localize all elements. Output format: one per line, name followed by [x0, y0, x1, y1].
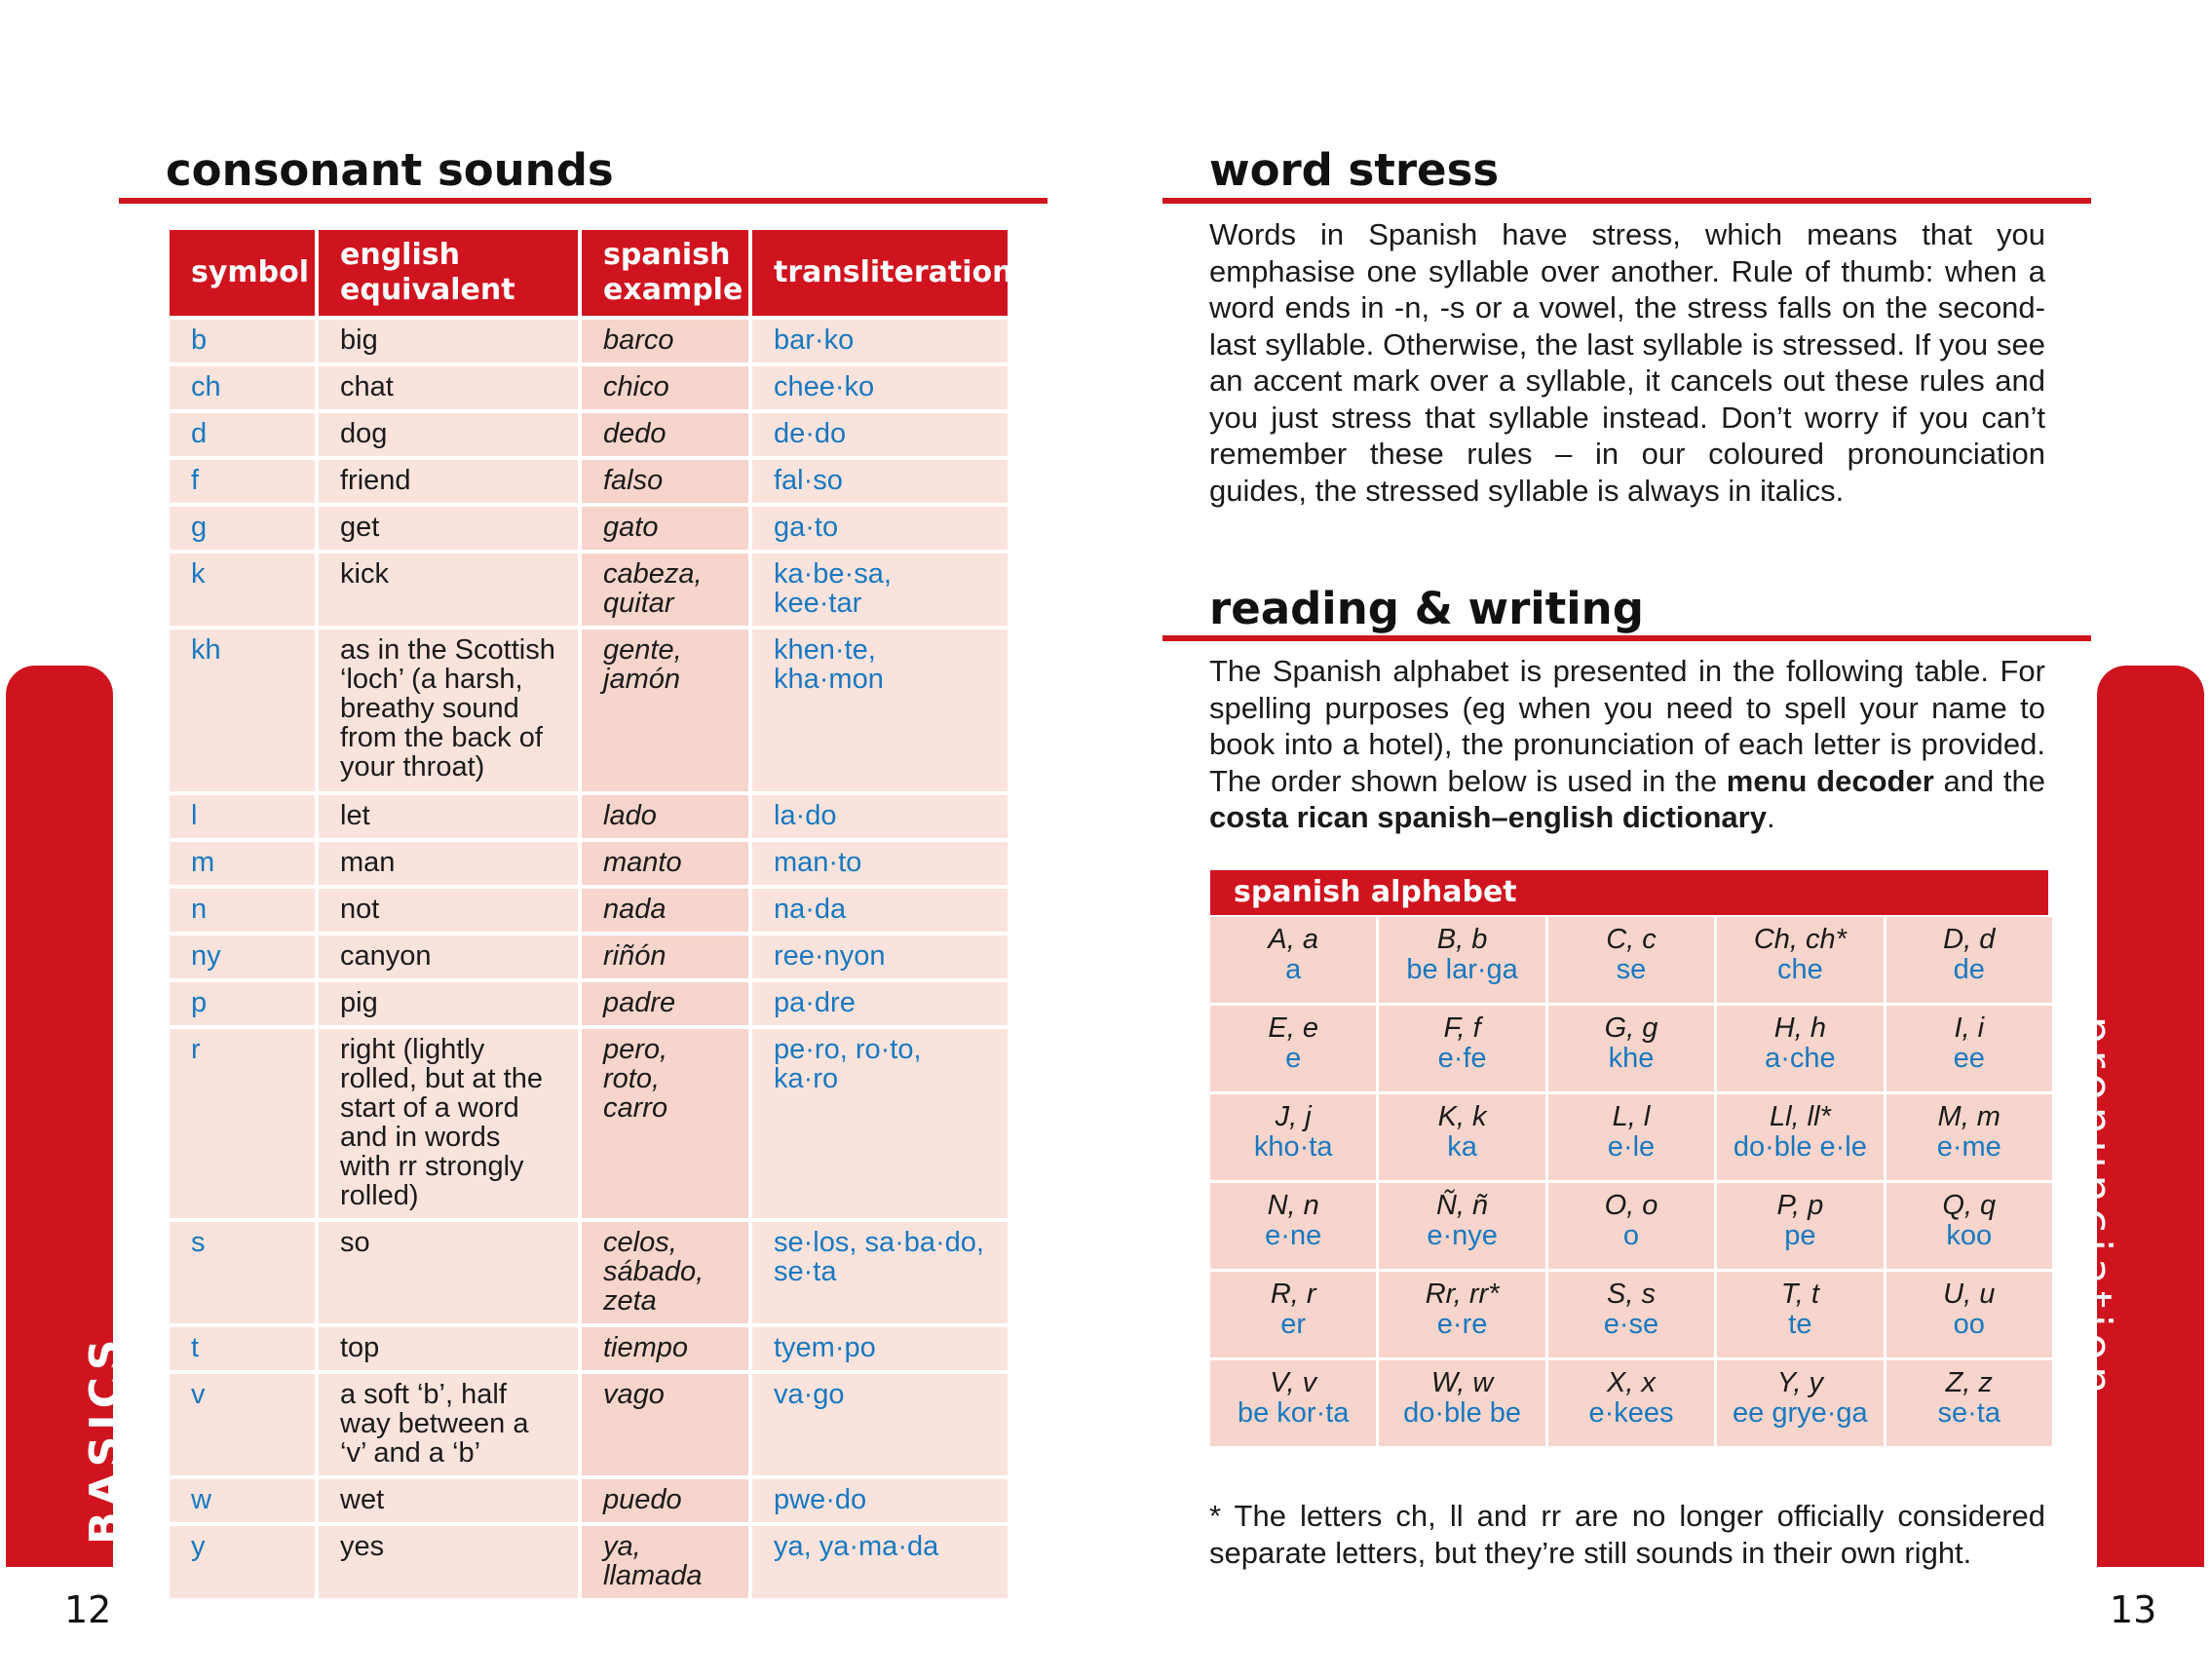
cell-symbol: p	[170, 982, 315, 1025]
cell-translit: ga·to	[752, 507, 1008, 550]
alphabet-pronunciation: che	[1776, 954, 1823, 985]
alphabet-cell	[1717, 1360, 1883, 1446]
alphabet-pronunciation: do·ble be	[1403, 1397, 1522, 1429]
alphabet-letter: C, c	[1606, 924, 1657, 955]
alphabet-letter: W, w	[1430, 1367, 1494, 1398]
cell-spanish: chico	[582, 366, 748, 409]
alphabet-letter: Q, q	[1942, 1190, 1997, 1221]
alphabet-pronunciation: ee grye·ga	[1733, 1397, 1868, 1429]
cell-symbol: ch	[170, 366, 315, 409]
alphabet-grid	[1210, 917, 2050, 1446]
cell-english: chat	[319, 366, 578, 409]
alphabet-pronunciation: e·ne	[1265, 1220, 1322, 1251]
table-row	[170, 1222, 1008, 1323]
alphabet-footnote: * The letters ch, ll and rr are no longer officially considered separate letters, but they’re still sounds in their own right.	[1209, 1499, 2045, 1570]
cell-translit: se·los, sa·ba·do, se·ta	[752, 1222, 1008, 1323]
table-row	[170, 507, 1008, 550]
alphabet-cell	[1548, 1360, 1714, 1446]
table-row	[170, 982, 1008, 1025]
cell-spanish: vago	[582, 1374, 748, 1475]
alphabet-letter: K, k	[1437, 1101, 1487, 1132]
alphabet-pronunciation: e·se	[1603, 1309, 1659, 1340]
alphabet-pronunciation: se·ta	[1937, 1397, 2000, 1429]
cell-symbol: v	[170, 1374, 315, 1475]
alphabet-pronunciation: te	[1788, 1309, 1812, 1340]
cell-spanish: manto	[582, 842, 748, 885]
cell-symbol: f	[170, 460, 315, 503]
table-row	[170, 630, 1008, 791]
cell-spanish: cabeza, quitar	[582, 554, 748, 626]
cell-translit: bar·ko	[752, 320, 1008, 363]
alphabet-pronunciation: be lar·ga	[1406, 954, 1518, 985]
heading-rule	[1162, 198, 2091, 204]
consonant-table	[166, 226, 1011, 1602]
cell-symbol: g	[170, 507, 315, 550]
page-number-right: 13	[2110, 1588, 2157, 1631]
cell-english: wet	[319, 1479, 578, 1522]
alphabet-cell	[1210, 1094, 1376, 1180]
menu-decoder-ref: menu decoder	[1726, 763, 1934, 798]
cell-translit: chee·ko	[752, 366, 1008, 409]
cell-english: a soft ‘b’, half way between a ‘v’ and a ‘b’	[319, 1374, 578, 1475]
cell-symbol: b	[170, 320, 315, 363]
alphabet-pronunciation: pe	[1784, 1220, 1816, 1251]
heading-rule	[119, 198, 1048, 204]
page-number-left: 12	[64, 1588, 112, 1631]
alphabet-cell	[1717, 1094, 1883, 1180]
paragraph-text: and the	[1933, 763, 2045, 798]
alphabet-letter: Ch, ch*	[1753, 924, 1847, 955]
alphabet-letter: F, f	[1443, 1012, 1481, 1044]
alphabet-cell	[1886, 1272, 2052, 1357]
table-row	[170, 842, 1008, 885]
cell-translit: ya, ya·ma·da	[752, 1526, 1008, 1598]
table-row	[170, 320, 1008, 363]
word-stress-heading: word stress	[1209, 144, 1500, 196]
cell-translit: man·to	[752, 842, 1008, 885]
alphabet-pronunciation: e·fe	[1437, 1043, 1487, 1074]
alphabet-cell	[1717, 1006, 1883, 1091]
cell-translit: la·do	[752, 795, 1008, 838]
pronunciation-tab-label: pronunciation	[2071, 1015, 2120, 1401]
cell-symbol: t	[170, 1327, 315, 1370]
alphabet-letter: S, s	[1606, 1279, 1656, 1310]
alphabet-pronunciation: oo	[1953, 1309, 1985, 1340]
cell-symbol: k	[170, 554, 315, 626]
alphabet-pronunciation: e·nye	[1427, 1220, 1498, 1251]
alphabet-pronunciation: a	[1285, 954, 1302, 985]
cell-english: pig	[319, 982, 578, 1025]
table-row	[170, 413, 1008, 456]
alphabet-pronunciation: e	[1285, 1043, 1302, 1074]
basics-tab-label: BASICS	[81, 1333, 131, 1545]
alphabet-cell	[1210, 1360, 1376, 1446]
word-stress-paragraph: Words in Spanish have stress, which means that you emphasise one syllable over another. Rule of thumb: when a word ends in -n, -s or a vowel, the stress falls on the second-last syllable. Otherwise, the last syllable is stressed. If you see an accent mark over a syllable, it cancels out these rules and you just stress that syllable instead. Don’t worry if you can’t remember these rules – in our coloured pronounciation guides, the stressed syllable is always in italics.	[1209, 217, 2045, 508]
alphabet-cell	[1886, 1183, 2052, 1269]
cell-symbol: n	[170, 889, 315, 932]
alphabet-pronunciation: e·kees	[1588, 1397, 1674, 1429]
cell-spanish: barco	[582, 320, 748, 363]
table-row	[170, 366, 1008, 409]
alphabet-cell	[1886, 1094, 2052, 1180]
alphabet-letter: P, p	[1776, 1190, 1824, 1221]
paragraph-text: The Spanish alphabet is presented in the following table. For spelling purposes (eg when you need to spell your name to book into a hotel), the pronunciation of each letter is provided. The order shown below is used in the	[1209, 654, 2045, 798]
cell-english: big	[319, 320, 578, 363]
alphabet-cell	[1886, 1006, 2052, 1091]
alphabet-cell	[1886, 1360, 2052, 1446]
cell-symbol: r	[170, 1029, 315, 1218]
alphabet-pronunciation: be kor·ta	[1237, 1397, 1350, 1429]
cell-english: let	[319, 795, 578, 838]
alphabet-pronunciation: e·me	[1936, 1131, 2001, 1163]
alphabet-pronunciation: khe	[1608, 1043, 1655, 1074]
alphabet-letter: R, r	[1270, 1279, 1316, 1310]
alphabet-cell	[1717, 1272, 1883, 1357]
alphabet-letter: O, o	[1604, 1190, 1658, 1221]
alphabet-letter: H, h	[1773, 1012, 1826, 1044]
alphabet-pronunciation: se	[1616, 954, 1647, 985]
alphabet-pronunciation: kho·ta	[1253, 1131, 1333, 1163]
cell-translit: de·do	[752, 413, 1008, 456]
cell-translit: va·go	[752, 1374, 1008, 1475]
alphabet-cell	[1379, 1360, 1544, 1446]
col-header-symbol: symbol	[170, 230, 315, 316]
alphabet-letter: T, t	[1780, 1279, 1819, 1310]
alphabet-letter: U, u	[1943, 1279, 1996, 1310]
alphabet-letter: Ll, ll*	[1769, 1101, 1831, 1132]
cell-translit: pa·dre	[752, 982, 1008, 1025]
cell-symbol: w	[170, 1479, 315, 1522]
table-row	[170, 935, 1008, 978]
alphabet-letter: A, a	[1268, 924, 1318, 955]
alphabet-cell	[1379, 1006, 1544, 1091]
alphabet-cell	[1210, 1272, 1376, 1357]
table-header-row	[170, 230, 1008, 316]
reading-writing-paragraph	[1209, 653, 2045, 836]
alphabet-cell	[1548, 1183, 1714, 1269]
alphabet-letter: G, g	[1604, 1012, 1658, 1044]
alphabet-letter: I, i	[1954, 1012, 1985, 1044]
alphabet-pronunciation: ee	[1953, 1043, 1985, 1074]
cell-spanish: nada	[582, 889, 748, 932]
alphabet-letter: M, m	[1937, 1101, 2000, 1132]
cell-translit: khen·te, kha·mon	[752, 630, 1008, 791]
alphabet-cell	[1548, 1272, 1714, 1357]
alphabet-letter: V, v	[1270, 1367, 1317, 1398]
paragraph-text: .	[1766, 800, 1775, 834]
alphabet-pronunciation: koo	[1946, 1220, 1993, 1251]
alphabet-cell	[1548, 917, 1714, 1003]
cell-english: kick	[319, 554, 578, 626]
cell-spanish: lado	[582, 795, 748, 838]
alphabet-table-title: spanish alphabet	[1210, 870, 2048, 915]
cell-symbol: l	[170, 795, 315, 838]
heading-rule	[1162, 635, 2091, 641]
table-row	[170, 554, 1008, 626]
alphabet-letter: Rr, rr*	[1425, 1279, 1500, 1310]
alphabet-pronunciation: e·le	[1607, 1131, 1656, 1163]
cell-symbol: s	[170, 1222, 315, 1323]
alphabet-cell	[1379, 1183, 1544, 1269]
cell-english: get	[319, 507, 578, 550]
cell-symbol: ny	[170, 935, 315, 978]
dictionary-ref: costa rican spanish–english dictionary	[1209, 800, 1767, 834]
alphabet-letter: Y, y	[1776, 1367, 1824, 1398]
alphabet-cell	[1210, 1006, 1376, 1091]
cell-english: yes	[319, 1526, 578, 1598]
alphabet-cell	[1717, 917, 1883, 1003]
col-header-spanish: spanish example	[582, 230, 748, 316]
cell-symbol: kh	[170, 630, 315, 791]
cell-spanish: dedo	[582, 413, 748, 456]
alphabet-cell	[1548, 1094, 1714, 1180]
col-header-transliteration: transliteration	[752, 230, 1008, 316]
alphabet-letter: E, e	[1268, 1012, 1318, 1044]
alphabet-letter: J, j	[1275, 1101, 1312, 1132]
reading-writing-heading: reading & writing	[1209, 583, 1644, 634]
cell-english: canyon	[319, 935, 578, 978]
alphabet-pronunciation: e·re	[1436, 1309, 1488, 1340]
cell-translit: na·da	[752, 889, 1008, 932]
alphabet-letter: D, d	[1943, 924, 1996, 955]
cell-spanish: tiempo	[582, 1327, 748, 1370]
alphabet-pronunciation: ka	[1447, 1131, 1477, 1163]
cell-spanish: pero, roto, carro	[582, 1029, 748, 1218]
alphabet-cell	[1379, 917, 1544, 1003]
table-row	[170, 1526, 1008, 1598]
cell-spanish: padre	[582, 982, 748, 1025]
alphabet-pronunciation: a·che	[1765, 1043, 1836, 1074]
table-row	[170, 460, 1008, 503]
table-row	[170, 1479, 1008, 1522]
alphabet-letter: Ñ, ñ	[1435, 1190, 1489, 1221]
alphabet-pronunciation: do·ble e·le	[1733, 1131, 1867, 1163]
cell-translit: pe·ro, ro·to, ka·ro	[752, 1029, 1008, 1218]
cell-english: right (lightly rolled, but at the start of a word and in words with rr strongly rolled)	[319, 1029, 578, 1218]
alphabet-letter: Z, z	[1945, 1367, 1993, 1398]
cell-english: friend	[319, 460, 578, 503]
cell-translit: fal·so	[752, 460, 1008, 503]
cell-spanish: puedo	[582, 1479, 748, 1522]
cell-english: not	[319, 889, 578, 932]
cell-translit: tyem·po	[752, 1327, 1008, 1370]
cell-english: dog	[319, 413, 578, 456]
table-row	[170, 1029, 1008, 1218]
cell-translit: ree·nyon	[752, 935, 1008, 978]
alphabet-pronunciation: er	[1280, 1309, 1307, 1340]
alphabet-letter: B, b	[1436, 924, 1488, 955]
cell-english: top	[319, 1327, 578, 1370]
cell-english: so	[319, 1222, 578, 1323]
cell-symbol: y	[170, 1526, 315, 1598]
alphabet-cell	[1886, 917, 2052, 1003]
alphabet-cell	[1210, 917, 1376, 1003]
table-row	[170, 889, 1008, 932]
cell-spanish: gente, jamón	[582, 630, 748, 791]
cell-symbol: m	[170, 842, 315, 885]
cell-english: as in the Scottish ‘loch’ (a harsh, breathy sound from the back of your throat)	[319, 630, 578, 791]
alphabet-letter: N, n	[1267, 1190, 1319, 1221]
consonant-sounds-heading: consonant sounds	[166, 144, 614, 196]
alphabet-letter: X, x	[1606, 1367, 1656, 1398]
alphabet-cell	[1210, 1183, 1376, 1269]
table-row	[170, 1374, 1008, 1475]
table-row	[170, 1327, 1008, 1370]
alphabet-pronunciation: de	[1953, 954, 1985, 985]
col-header-english: english equivalent	[319, 230, 578, 316]
cell-spanish: riñón	[582, 935, 748, 978]
cell-spanish: falso	[582, 460, 748, 503]
cell-translit: ka·be·sa, kee·tar	[752, 554, 1008, 626]
alphabet-cell	[1548, 1006, 1714, 1091]
table-row	[170, 795, 1008, 838]
cell-translit: pwe·do	[752, 1479, 1008, 1522]
cell-spanish: gato	[582, 507, 748, 550]
cell-spanish: ya, llamada	[582, 1526, 748, 1598]
alphabet-cell	[1717, 1183, 1883, 1269]
alphabet-letter: L, l	[1612, 1101, 1651, 1132]
alphabet-pronunciation: o	[1622, 1220, 1640, 1251]
alphabet-cell	[1379, 1094, 1544, 1180]
alphabet-cell	[1379, 1272, 1544, 1357]
cell-spanish: celos, sábado, zeta	[582, 1222, 748, 1323]
cell-symbol: d	[170, 413, 315, 456]
cell-english: man	[319, 842, 578, 885]
